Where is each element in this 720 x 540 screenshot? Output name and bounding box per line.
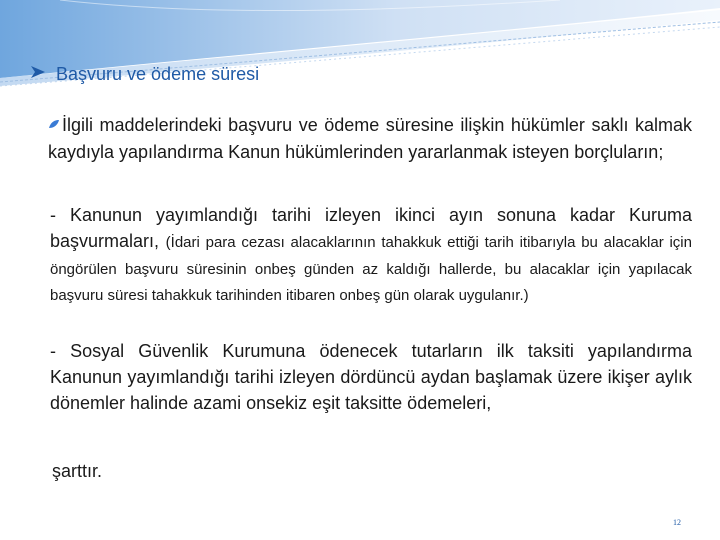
paragraph-intro <box>48 112 692 165</box>
closing-text: şarttır. <box>52 461 103 481</box>
application-deadline-note: (İdari para cezası alacaklarının tahakkuk ettiği tarih itibarıyla bu alacaklar için öngörülen başvuru süresinin onbeş günden az kaldığı hallerde, bu alacaklar için yapılacak başvuru süresi tahakkuk tarihinden itibaren onbeş gün olarak uygulanır.) <box>50 234 692 304</box>
slide-title-text: Başvuru ve ödeme süresi <box>56 64 260 84</box>
installment-payment-text: - Sosyal Güvenlik Kurumuna ödenecek tutarların ilk taksiti yapılandırma Kanunun yayımlandığı tarihi izleyen dördüncü aydan başlamak üzere ikişer aylık dönemler halinde azami onsekiz eşit taksitte ödemeleri, <box>50 341 692 413</box>
application-deadline-text: - Kanunun yayımlandığı tarihi izleyen ikinci ayın sonuna kadar Kuruma başvurmaları, <box>50 205 692 251</box>
arrow-icon <box>30 65 48 84</box>
slide-title <box>30 64 259 85</box>
paragraph-application-deadline <box>50 202 692 308</box>
header-wave-decoration <box>0 0 720 120</box>
paragraph-intro-text: İlgili maddelerindeki başvuru ve ödeme süresine ilişkin hükümler saklı kalmak kaydıyla yapılandırma Kanun hükümlerinden yararlanmak isteyen borçluların; <box>48 115 692 162</box>
paragraph-installment-payment <box>50 338 692 416</box>
page-number: 12 <box>673 518 681 527</box>
leaf-bullet-icon <box>48 113 60 139</box>
